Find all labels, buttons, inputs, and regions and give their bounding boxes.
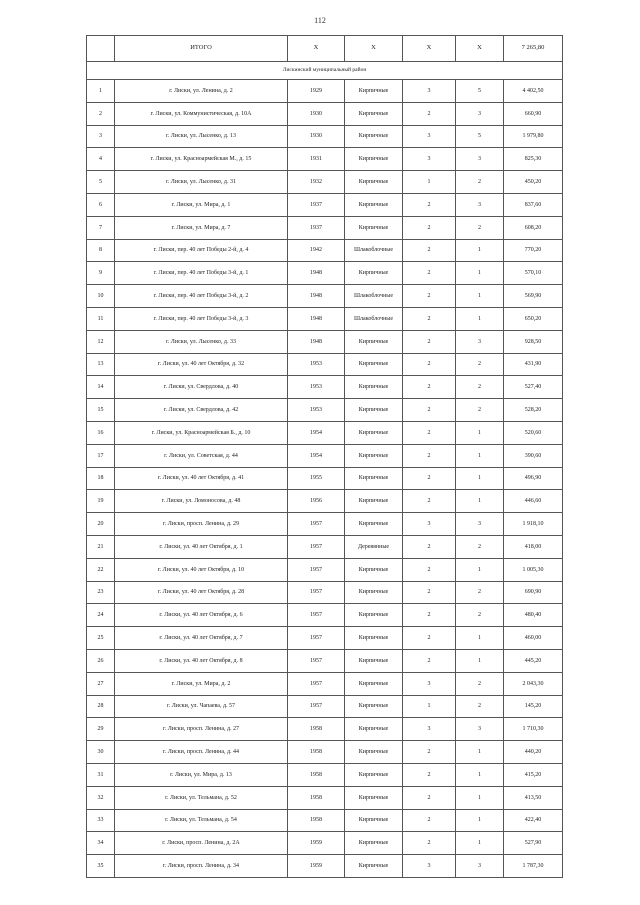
row-value: 1 710,30 — [504, 718, 563, 741]
row-number: 8 — [87, 239, 115, 262]
row-address: г. Лиски, просп. Ленина, д. 2А — [115, 832, 288, 855]
table-row — [87, 330, 563, 353]
row-floors: 3 — [403, 513, 456, 536]
row-address: г. Лиски, ул. Красноармейская М., д. 15 — [115, 148, 288, 171]
row-address: г. Лиски, ул. Ломоносова, д. 48 — [115, 490, 288, 513]
row-material: Кирпичные — [345, 421, 403, 444]
row-floors: 1 — [403, 695, 456, 718]
table-row — [87, 535, 563, 558]
total-material: X — [345, 36, 403, 62]
row-year: 1957 — [288, 672, 345, 695]
row-floors: 2 — [403, 786, 456, 809]
row-year: 1957 — [288, 649, 345, 672]
row-year: 1959 — [288, 855, 345, 878]
section-row — [87, 62, 563, 80]
row-value: 1 787,30 — [504, 855, 563, 878]
table-row — [87, 444, 563, 467]
table-row — [87, 353, 563, 376]
row-floors: 2 — [403, 604, 456, 627]
table-row — [87, 262, 563, 285]
row-year: 1948 — [288, 262, 345, 285]
row-address: г. Лиски, пер. 40 лет Победы 3-й, д. 3 — [115, 307, 288, 330]
row-value: 1 918,10 — [504, 513, 563, 536]
row-address: г. Лиски, ул. 40 лет Октября, д. 6 — [115, 604, 288, 627]
row-address: г. Лиски, ул. Лысенко, д. 33 — [115, 330, 288, 353]
row-value: 837,60 — [504, 193, 563, 216]
row-value: 145,20 — [504, 695, 563, 718]
row-number: 9 — [87, 262, 115, 285]
row-year: 1959 — [288, 832, 345, 855]
row-year: 1957 — [288, 513, 345, 536]
table-row — [87, 490, 563, 513]
row-number: 23 — [87, 581, 115, 604]
row-material: Кирпичные — [345, 558, 403, 581]
row-value: 825,30 — [504, 148, 563, 171]
row-entrances: 2 — [456, 695, 504, 718]
table-row — [87, 216, 563, 239]
row-year: 1958 — [288, 763, 345, 786]
row-material: Шлакоблочные — [345, 285, 403, 308]
row-address: г. Лиски, пер. 40 лет Победы 2-й, д. 4 — [115, 239, 288, 262]
row-entrances: 3 — [456, 102, 504, 125]
row-material: Кирпичные — [345, 399, 403, 422]
row-number: 21 — [87, 535, 115, 558]
total-label: ИТОГО — [115, 36, 288, 62]
row-year: 1948 — [288, 285, 345, 308]
row-value: 770,20 — [504, 239, 563, 262]
row-floors: 2 — [403, 467, 456, 490]
row-year: 1957 — [288, 695, 345, 718]
row-floors: 2 — [403, 558, 456, 581]
row-material: Кирпичные — [345, 718, 403, 741]
row-floors: 3 — [403, 125, 456, 148]
row-number: 30 — [87, 741, 115, 764]
row-material: Кирпичные — [345, 216, 403, 239]
table-row — [87, 627, 563, 650]
table-row — [87, 855, 563, 878]
row-address: г. Лиски, ул. 40 лет Октября, д. 7 — [115, 627, 288, 650]
row-material: Кирпичные — [345, 741, 403, 764]
page-number: 112 — [314, 16, 326, 25]
row-number: 12 — [87, 330, 115, 353]
row-entrances: 3 — [456, 330, 504, 353]
row-entrances: 2 — [456, 171, 504, 194]
row-material: Кирпичные — [345, 672, 403, 695]
total-value: 7 265,80 — [504, 36, 563, 62]
table-row — [87, 80, 563, 103]
row-year: 1937 — [288, 216, 345, 239]
table-row — [87, 513, 563, 536]
row-address: г. Лиски, ул. Коммунистическая, д. 10А — [115, 102, 288, 125]
row-entrances: 2 — [456, 604, 504, 627]
row-floors: 2 — [403, 285, 456, 308]
table-row — [87, 307, 563, 330]
row-number: 1 — [87, 80, 115, 103]
row-entrances: 3 — [456, 193, 504, 216]
row-value: 527,40 — [504, 376, 563, 399]
row-address: г. Лиски, ул. Красноармейская Б., д. 10 — [115, 421, 288, 444]
table-row — [87, 285, 563, 308]
row-value: 1 005,30 — [504, 558, 563, 581]
row-value: 445,20 — [504, 649, 563, 672]
row-value: 660,90 — [504, 102, 563, 125]
row-number: 32 — [87, 786, 115, 809]
row-year: 1958 — [288, 718, 345, 741]
row-floors: 2 — [403, 376, 456, 399]
row-year: 1956 — [288, 490, 345, 513]
row-address: г. Лиски, ул. Мира, д. 2 — [115, 672, 288, 695]
row-value: 569,90 — [504, 285, 563, 308]
row-entrances: 5 — [456, 80, 504, 103]
row-value: 528,20 — [504, 399, 563, 422]
row-material: Кирпичные — [345, 627, 403, 650]
row-floors: 2 — [403, 649, 456, 672]
row-material: Деревянные — [345, 535, 403, 558]
row-entrances: 3 — [456, 148, 504, 171]
row-number: 19 — [87, 490, 115, 513]
table-row — [87, 125, 563, 148]
row-material: Шлакоблочные — [345, 239, 403, 262]
row-material: Кирпичные — [345, 490, 403, 513]
row-value: 520,60 — [504, 421, 563, 444]
row-material: Кирпичные — [345, 763, 403, 786]
row-address: г. Лиски, просп. Ленина, д. 29 — [115, 513, 288, 536]
row-number: 14 — [87, 376, 115, 399]
row-number: 10 — [87, 285, 115, 308]
row-year: 1931 — [288, 148, 345, 171]
row-year: 1958 — [288, 786, 345, 809]
row-address: г. Лиски, ул. 40 лет Октября, д. 8 — [115, 649, 288, 672]
row-value: 480,40 — [504, 604, 563, 627]
table-row — [87, 741, 563, 764]
housing-table — [86, 35, 563, 878]
row-material: Кирпичные — [345, 855, 403, 878]
row-year: 1958 — [288, 809, 345, 832]
row-material: Кирпичные — [345, 513, 403, 536]
row-entrances: 3 — [456, 513, 504, 536]
row-year: 1954 — [288, 444, 345, 467]
row-year: 1957 — [288, 604, 345, 627]
row-address: г. Лиски, пер. 40 лет Победы 3-й, д. 2 — [115, 285, 288, 308]
row-address: г. Лиски, ул. 40 лет Октября, д. 1 — [115, 535, 288, 558]
row-material: Кирпичные — [345, 330, 403, 353]
row-floors: 3 — [403, 672, 456, 695]
row-value: 4 402,50 — [504, 80, 563, 103]
row-address: г. Лиски, ул. Тельмана, д. 52 — [115, 786, 288, 809]
row-material: Кирпичные — [345, 809, 403, 832]
row-address: г. Лиски, ул. Свердлова, д. 42 — [115, 399, 288, 422]
table-row — [87, 148, 563, 171]
row-number: 27 — [87, 672, 115, 695]
table-row — [87, 649, 563, 672]
row-number: 2 — [87, 102, 115, 125]
row-address: г. Лиски, ул. 40 лет Октября, д. 41 — [115, 467, 288, 490]
row-year: 1937 — [288, 193, 345, 216]
row-floors: 2 — [403, 832, 456, 855]
row-entrances: 2 — [456, 581, 504, 604]
row-floors: 3 — [403, 148, 456, 171]
row-entrances: 3 — [456, 718, 504, 741]
row-value: 460,00 — [504, 627, 563, 650]
row-floors: 2 — [403, 763, 456, 786]
table-row — [87, 786, 563, 809]
row-material: Кирпичные — [345, 171, 403, 194]
row-entrances: 1 — [456, 444, 504, 467]
row-year: 1953 — [288, 376, 345, 399]
row-floors: 2 — [403, 581, 456, 604]
row-year: 1942 — [288, 239, 345, 262]
total-year: X — [288, 36, 345, 62]
row-entrances: 2 — [456, 535, 504, 558]
table-row — [87, 421, 563, 444]
row-floors: 1 — [403, 171, 456, 194]
row-number: 28 — [87, 695, 115, 718]
row-entrances: 2 — [456, 216, 504, 239]
row-floors: 2 — [403, 353, 456, 376]
row-address: г. Лиски, ул. Лысенко, д. 31 — [115, 171, 288, 194]
row-year: 1957 — [288, 581, 345, 604]
row-entrances: 1 — [456, 467, 504, 490]
table-row — [87, 193, 563, 216]
row-number: 22 — [87, 558, 115, 581]
row-number: 31 — [87, 763, 115, 786]
row-floors: 2 — [403, 262, 456, 285]
row-value: 650,20 — [504, 307, 563, 330]
row-material: Шлакоблочные — [345, 307, 403, 330]
table-row — [87, 581, 563, 604]
table-row — [87, 718, 563, 741]
row-address: г. Лиски, ул. Мира, д. 13 — [115, 763, 288, 786]
row-floors: 2 — [403, 741, 456, 764]
row-address: г. Лиски, ул. Лысенко, д. 13 — [115, 125, 288, 148]
row-year: 1948 — [288, 330, 345, 353]
row-floors: 3 — [403, 718, 456, 741]
row-material: Кирпичные — [345, 581, 403, 604]
row-entrances: 1 — [456, 627, 504, 650]
row-address: г. Лиски, пер. 40 лет Победы 3-й, д. 1 — [115, 262, 288, 285]
row-number: 5 — [87, 171, 115, 194]
row-address: г. Лиски, ул. Мира, д. 7 — [115, 216, 288, 239]
row-number: 26 — [87, 649, 115, 672]
row-year: 1929 — [288, 80, 345, 103]
row-entrances: 1 — [456, 786, 504, 809]
row-floors: 2 — [403, 399, 456, 422]
row-value: 413,50 — [504, 786, 563, 809]
row-value: 418,00 — [504, 535, 563, 558]
row-value: 415,20 — [504, 763, 563, 786]
row-entrances: 2 — [456, 353, 504, 376]
row-address: г. Лиски, ул. Тельмана, д. 54 — [115, 809, 288, 832]
row-address: г. Лиски, ул. Мира, д. 1 — [115, 193, 288, 216]
row-entrances: 1 — [456, 558, 504, 581]
row-number: 24 — [87, 604, 115, 627]
row-floors: 2 — [403, 444, 456, 467]
table-row — [87, 809, 563, 832]
row-value: 496,90 — [504, 467, 563, 490]
row-year: 1957 — [288, 627, 345, 650]
row-floors: 2 — [403, 330, 456, 353]
row-value: 450,20 — [504, 171, 563, 194]
row-year: 1957 — [288, 535, 345, 558]
row-number: 15 — [87, 399, 115, 422]
row-value: 1 979,80 — [504, 125, 563, 148]
row-year: 1958 — [288, 741, 345, 764]
row-value: 446,60 — [504, 490, 563, 513]
row-year: 1930 — [288, 125, 345, 148]
row-material: Кирпичные — [345, 262, 403, 285]
row-address: г. Лиски, ул. Советская, д. 44 — [115, 444, 288, 467]
row-address: г. Лиски, ул. Чапаева, д. 57 — [115, 695, 288, 718]
table-row — [87, 467, 563, 490]
row-entrances: 1 — [456, 262, 504, 285]
table-row — [87, 604, 563, 627]
row-material: Кирпичные — [345, 353, 403, 376]
row-floors: 2 — [403, 307, 456, 330]
row-floors: 3 — [403, 80, 456, 103]
row-number: 35 — [87, 855, 115, 878]
table-row — [87, 672, 563, 695]
row-number: 7 — [87, 216, 115, 239]
row-number: 4 — [87, 148, 115, 171]
row-value: 2 043,30 — [504, 672, 563, 695]
row-material: Кирпичные — [345, 193, 403, 216]
row-number: 13 — [87, 353, 115, 376]
row-entrances: 1 — [456, 490, 504, 513]
row-floors: 2 — [403, 216, 456, 239]
row-material: Кирпичные — [345, 444, 403, 467]
row-floors: 2 — [403, 535, 456, 558]
row-entrances: 1 — [456, 741, 504, 764]
row-material: Кирпичные — [345, 148, 403, 171]
row-address: г. Лиски, ул. Ленина, д. 2 — [115, 80, 288, 103]
row-floors: 2 — [403, 193, 456, 216]
row-number: 34 — [87, 832, 115, 855]
table-row — [87, 376, 563, 399]
row-entrances: 2 — [456, 376, 504, 399]
table-row — [87, 102, 563, 125]
row-number: 3 — [87, 125, 115, 148]
row-entrances: 5 — [456, 125, 504, 148]
row-number: 25 — [87, 627, 115, 650]
row-number: 11 — [87, 307, 115, 330]
row-entrances: 1 — [456, 307, 504, 330]
row-material: Кирпичные — [345, 376, 403, 399]
row-material: Кирпичные — [345, 832, 403, 855]
row-entrances: 1 — [456, 421, 504, 444]
table-row — [87, 832, 563, 855]
table-row — [87, 171, 563, 194]
row-floors: 2 — [403, 239, 456, 262]
row-material: Кирпичные — [345, 649, 403, 672]
row-floors: 2 — [403, 490, 456, 513]
row-floors: 3 — [403, 855, 456, 878]
row-year: 1953 — [288, 353, 345, 376]
row-value: 527,90 — [504, 832, 563, 855]
row-entrances: 2 — [456, 399, 504, 422]
row-material: Кирпичные — [345, 467, 403, 490]
row-year: 1955 — [288, 467, 345, 490]
row-address: г. Лиски, ул. 40 лет Октября, д. 28 — [115, 581, 288, 604]
row-value: 422,40 — [504, 809, 563, 832]
row-value: 608,20 — [504, 216, 563, 239]
row-value: 440,20 — [504, 741, 563, 764]
row-entrances: 1 — [456, 832, 504, 855]
row-value: 390,60 — [504, 444, 563, 467]
row-address: г. Лиски, ул. Свердлова, д. 40 — [115, 376, 288, 399]
row-number: 20 — [87, 513, 115, 536]
total-entrances: X — [456, 36, 504, 62]
row-value: 431,90 — [504, 353, 563, 376]
row-year: 1948 — [288, 307, 345, 330]
row-entrances: 2 — [456, 672, 504, 695]
row-material: Кирпичные — [345, 125, 403, 148]
section-title: Лискинский муниципальный район — [87, 62, 563, 80]
total-row-blank-cell — [87, 36, 115, 62]
row-year: 1930 — [288, 102, 345, 125]
row-material: Кирпичные — [345, 604, 403, 627]
row-entrances: 1 — [456, 239, 504, 262]
row-year: 1954 — [288, 421, 345, 444]
table-row — [87, 695, 563, 718]
row-address: г. Лиски, просп. Ленина, д. 44 — [115, 741, 288, 764]
row-address: г. Лиски, просп. Ленина, д. 34 — [115, 855, 288, 878]
row-entrances: 1 — [456, 763, 504, 786]
row-value: 928,50 — [504, 330, 563, 353]
row-value: 690,90 — [504, 581, 563, 604]
row-number: 29 — [87, 718, 115, 741]
row-address: г. Лиски, ул. 40 лет Октября, д. 10 — [115, 558, 288, 581]
row-year: 1953 — [288, 399, 345, 422]
table-row — [87, 399, 563, 422]
row-number: 17 — [87, 444, 115, 467]
row-floors: 2 — [403, 421, 456, 444]
row-floors: 2 — [403, 102, 456, 125]
row-material: Кирпичные — [345, 695, 403, 718]
row-floors: 2 — [403, 627, 456, 650]
row-material: Кирпичные — [345, 102, 403, 125]
row-entrances: 1 — [456, 809, 504, 832]
row-material: Кирпичные — [345, 80, 403, 103]
row-year: 1957 — [288, 558, 345, 581]
row-address: г. Лиски, просп. Ленина, д. 27 — [115, 718, 288, 741]
row-number: 16 — [87, 421, 115, 444]
table-row — [87, 763, 563, 786]
row-number: 33 — [87, 809, 115, 832]
row-entrances: 1 — [456, 285, 504, 308]
row-entrances: 3 — [456, 855, 504, 878]
table-row — [87, 558, 563, 581]
row-value: 570,10 — [504, 262, 563, 285]
total-floors: X — [403, 36, 456, 62]
row-year: 1932 — [288, 171, 345, 194]
row-number: 6 — [87, 193, 115, 216]
table-row — [87, 239, 563, 262]
row-number: 18 — [87, 467, 115, 490]
total-row — [87, 36, 563, 62]
row-entrances: 1 — [456, 649, 504, 672]
row-material: Кирпичные — [345, 786, 403, 809]
row-address: г. Лиски, ул. 40 лет Октября, д. 32 — [115, 353, 288, 376]
row-floors: 2 — [403, 809, 456, 832]
